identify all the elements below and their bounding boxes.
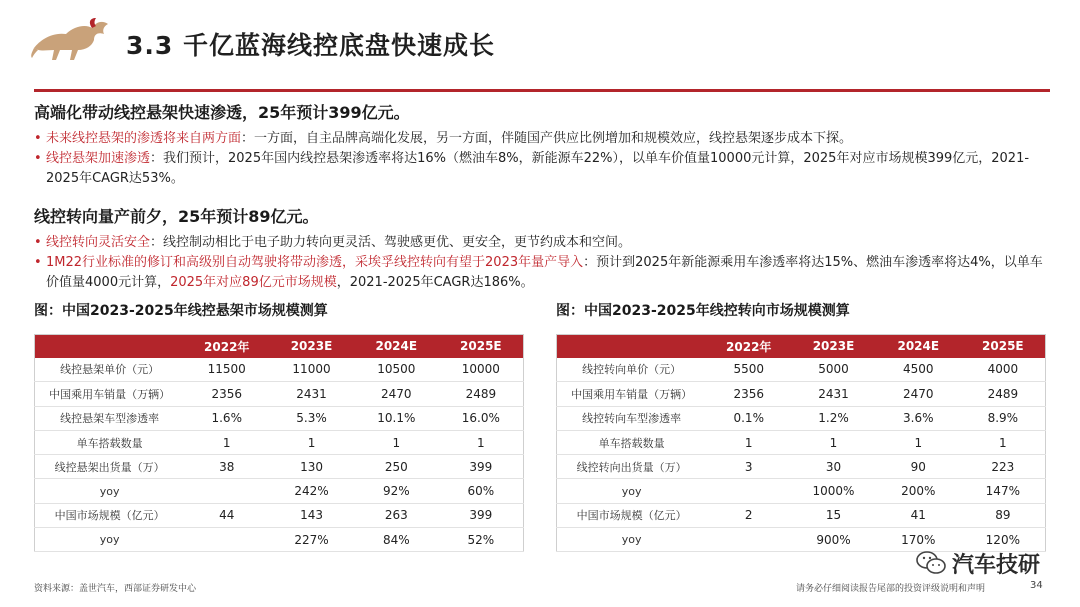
table-header-cell: 2025E xyxy=(961,335,1046,358)
table-cell xyxy=(706,479,791,503)
table-cell: 0.1% xyxy=(706,406,791,430)
table-cell: 38 xyxy=(184,455,269,479)
table-row xyxy=(557,358,1046,382)
table-header-row xyxy=(557,335,1046,358)
table-cell: 3.6% xyxy=(876,406,961,430)
table-cell: 84% xyxy=(354,528,439,552)
table-cell: 2431 xyxy=(791,382,876,406)
table-cell: 5.3% xyxy=(269,406,354,430)
table-header-cell: 2024E xyxy=(876,335,961,358)
bullet-text: ，2021-2025年CAGR达186%。 xyxy=(336,275,534,290)
row-label-cell: yoy xyxy=(35,528,185,552)
table-cell: 8.9% xyxy=(961,406,1046,430)
table-header-row xyxy=(35,335,524,358)
table-cell: 5500 xyxy=(706,358,791,382)
table-cell: 10000 xyxy=(439,358,524,382)
table-cell: 5000 xyxy=(791,358,876,382)
table-row xyxy=(35,528,524,552)
table-header-cell xyxy=(35,335,185,358)
table-header-cell: 2023E xyxy=(269,335,354,358)
row-label-cell: 线控悬架车型渗透率 xyxy=(35,406,185,430)
row-label-cell: yoy xyxy=(35,479,185,503)
bullet-text: ：我们预计，2025年国内线控悬架渗透率将达16%（燃油车8%，新能源车22%），以单车价值量10000元计算，2025年对应市场规模399亿元，2021-2025年CAGR达53%。 xyxy=(46,151,1030,186)
table-cell: 242% xyxy=(269,479,354,503)
table-cell xyxy=(184,528,269,552)
table-cell: 1.6% xyxy=(184,406,269,430)
row-label-cell: 中国市场规模（亿元） xyxy=(35,503,185,527)
row-label-cell: 中国市场规模（亿元） xyxy=(557,503,707,527)
table-row xyxy=(557,430,1046,454)
table-row xyxy=(35,358,524,382)
table-cell: 2489 xyxy=(961,382,1046,406)
table-cell: 1 xyxy=(269,430,354,454)
section-steering xyxy=(34,204,1054,293)
table-cell: 15 xyxy=(791,503,876,527)
bullet-text: ：预计到2025年新能源乘用车渗透率将达15%、燃油车渗透率将达4%，以单车价值量4000元计算， xyxy=(46,255,1043,290)
section-heading: 高端化带动线控悬架快速渗透，25年预计399亿元。 xyxy=(34,103,410,122)
table-cell: 2356 xyxy=(184,382,269,406)
table-cell: 250 xyxy=(354,455,439,479)
row-label-cell: 线控转向车型渗透率 xyxy=(557,406,707,430)
table-cell: 41 xyxy=(876,503,961,527)
table-cell: 4500 xyxy=(876,358,961,382)
row-label-cell: 线控转向出货量（万） xyxy=(557,455,707,479)
table-cell: 1000% xyxy=(791,479,876,503)
table-row xyxy=(557,382,1046,406)
table-row xyxy=(35,479,524,503)
figure-title-suspension: 图：中国2023-2025年线控悬架市场规模测算 xyxy=(34,303,328,319)
bullet-text: ：线控制动相比于电子助力转向更灵活、驾驶感更优、更安全，更节约成本和空间。 xyxy=(150,235,632,250)
table-cell: 1 xyxy=(354,430,439,454)
table-cell: 60% xyxy=(439,479,524,503)
table-cell: 1 xyxy=(706,430,791,454)
table-cell: 10500 xyxy=(354,358,439,382)
wechat-icon xyxy=(916,550,946,576)
suspension-market-table xyxy=(34,334,524,552)
table-cell: 223 xyxy=(961,455,1046,479)
table-cell: 1 xyxy=(791,430,876,454)
table-cell: 1.2% xyxy=(791,406,876,430)
table-cell xyxy=(706,528,791,552)
table-row xyxy=(557,455,1046,479)
table-cell: 130 xyxy=(269,455,354,479)
table-cell: 30 xyxy=(791,455,876,479)
table-cell: 11000 xyxy=(269,358,354,382)
table-cell: 900% xyxy=(791,528,876,552)
bull-logo-icon xyxy=(30,18,114,64)
source-note: 资料来源：盖世汽车，西部证券研发中心 xyxy=(34,584,197,594)
table-header-cell xyxy=(557,335,707,358)
table-cell xyxy=(184,479,269,503)
bullet-item xyxy=(34,149,1044,189)
table-cell: 10.1% xyxy=(354,406,439,430)
section-suspension xyxy=(34,100,1054,189)
row-label-cell: 线控悬架出货量（万） xyxy=(35,455,185,479)
table-row xyxy=(35,455,524,479)
disclaimer-note: 请务必仔细阅读报告尾部的投资评级说明和声明 xyxy=(796,584,986,594)
table-header-cell: 2025E xyxy=(439,335,524,358)
table-cell: 2 xyxy=(706,503,791,527)
table-cell: 2489 xyxy=(439,382,524,406)
bullet-item xyxy=(34,233,1054,253)
table-row xyxy=(35,503,524,527)
table-cell: 4000 xyxy=(961,358,1046,382)
table-cell: 399 xyxy=(439,455,524,479)
table-cell: 200% xyxy=(876,479,961,503)
figure-title-steering: 图：中国2023-2025年线控转向市场规模测算 xyxy=(556,303,850,319)
bullet-lead: 线控转向灵活安全 xyxy=(46,235,151,250)
row-label-cell: 线控悬架单价（元） xyxy=(35,358,185,382)
table-cell: 2431 xyxy=(269,382,354,406)
section-heading: 线控转向量产前夕，25年预计89亿元。 xyxy=(34,207,319,226)
table-cell: 170% xyxy=(876,528,961,552)
table-cell: 92% xyxy=(354,479,439,503)
page-title: 3.3 千亿蓝海线控底盘快速成长 xyxy=(126,31,495,60)
table-cell: 3 xyxy=(706,455,791,479)
table-cell: 143 xyxy=(269,503,354,527)
table-cell: 1 xyxy=(439,430,524,454)
page-number: 34 xyxy=(1030,580,1043,591)
bullet-highlight: 2025年对应89亿元市场规模 xyxy=(170,275,337,290)
table-cell: 44 xyxy=(184,503,269,527)
table-cell: 227% xyxy=(269,528,354,552)
table-cell: 2356 xyxy=(706,382,791,406)
table-cell: 147% xyxy=(961,479,1046,503)
table-cell: 89 xyxy=(961,503,1046,527)
bullet-text: ：一方面，自主品牌高端化发展，另一方面，伴随国产供应比例增加和规模效应，线控悬架逐步成本下探。 xyxy=(241,131,853,146)
row-label-cell: 单车搭载数量 xyxy=(557,430,707,454)
table-cell: 263 xyxy=(354,503,439,527)
row-label-cell: 中国乘用车销量（万辆） xyxy=(35,382,185,406)
row-label-cell: 中国乘用车销量（万辆） xyxy=(557,382,707,406)
table-cell: 1 xyxy=(961,430,1046,454)
table-cell: 11500 xyxy=(184,358,269,382)
table-cell: 2470 xyxy=(876,382,961,406)
table-header-cell: 2024E xyxy=(354,335,439,358)
table-header-cell: 2022年 xyxy=(184,335,269,358)
table-cell: 1 xyxy=(876,430,961,454)
table-row xyxy=(35,382,524,406)
bullet-lead: 未来线控悬架的渗透将来自两方面 xyxy=(46,131,242,146)
table-cell: 16.0% xyxy=(439,406,524,430)
row-label-cell: 线控转向单价（元） xyxy=(557,358,707,382)
title-divider xyxy=(34,89,1050,92)
table-row xyxy=(35,430,524,454)
table-cell: 399 xyxy=(439,503,524,527)
bullet-lead: 1M22行业标准的修订和高级别自动驾驶将带动渗透，采埃孚线控转向有望于2023年量产导入 xyxy=(46,255,584,270)
watermark xyxy=(916,546,1040,580)
bullet-lead: 线控悬架加速渗透 xyxy=(46,151,151,166)
steering-market-table xyxy=(556,334,1046,552)
bullet-item xyxy=(34,253,1044,293)
table-cell: 1 xyxy=(184,430,269,454)
page-header xyxy=(0,0,1080,80)
watermark-text: 汽车技研 xyxy=(952,552,1041,578)
bullet-item xyxy=(34,129,1054,149)
table-cell: 120% xyxy=(961,528,1046,552)
table-row xyxy=(557,479,1046,503)
table-cell: 52% xyxy=(439,528,524,552)
table-header-cell: 2023E xyxy=(791,335,876,358)
row-label-cell: yoy xyxy=(557,528,707,552)
table-cell: 90 xyxy=(876,455,961,479)
table-header-cell: 2022年 xyxy=(706,335,791,358)
table-cell: 2470 xyxy=(354,382,439,406)
row-label-cell: 单车搭载数量 xyxy=(35,430,185,454)
table-row xyxy=(35,406,524,430)
table-row xyxy=(557,406,1046,430)
row-label-cell: yoy xyxy=(557,479,707,503)
table-row xyxy=(557,503,1046,527)
